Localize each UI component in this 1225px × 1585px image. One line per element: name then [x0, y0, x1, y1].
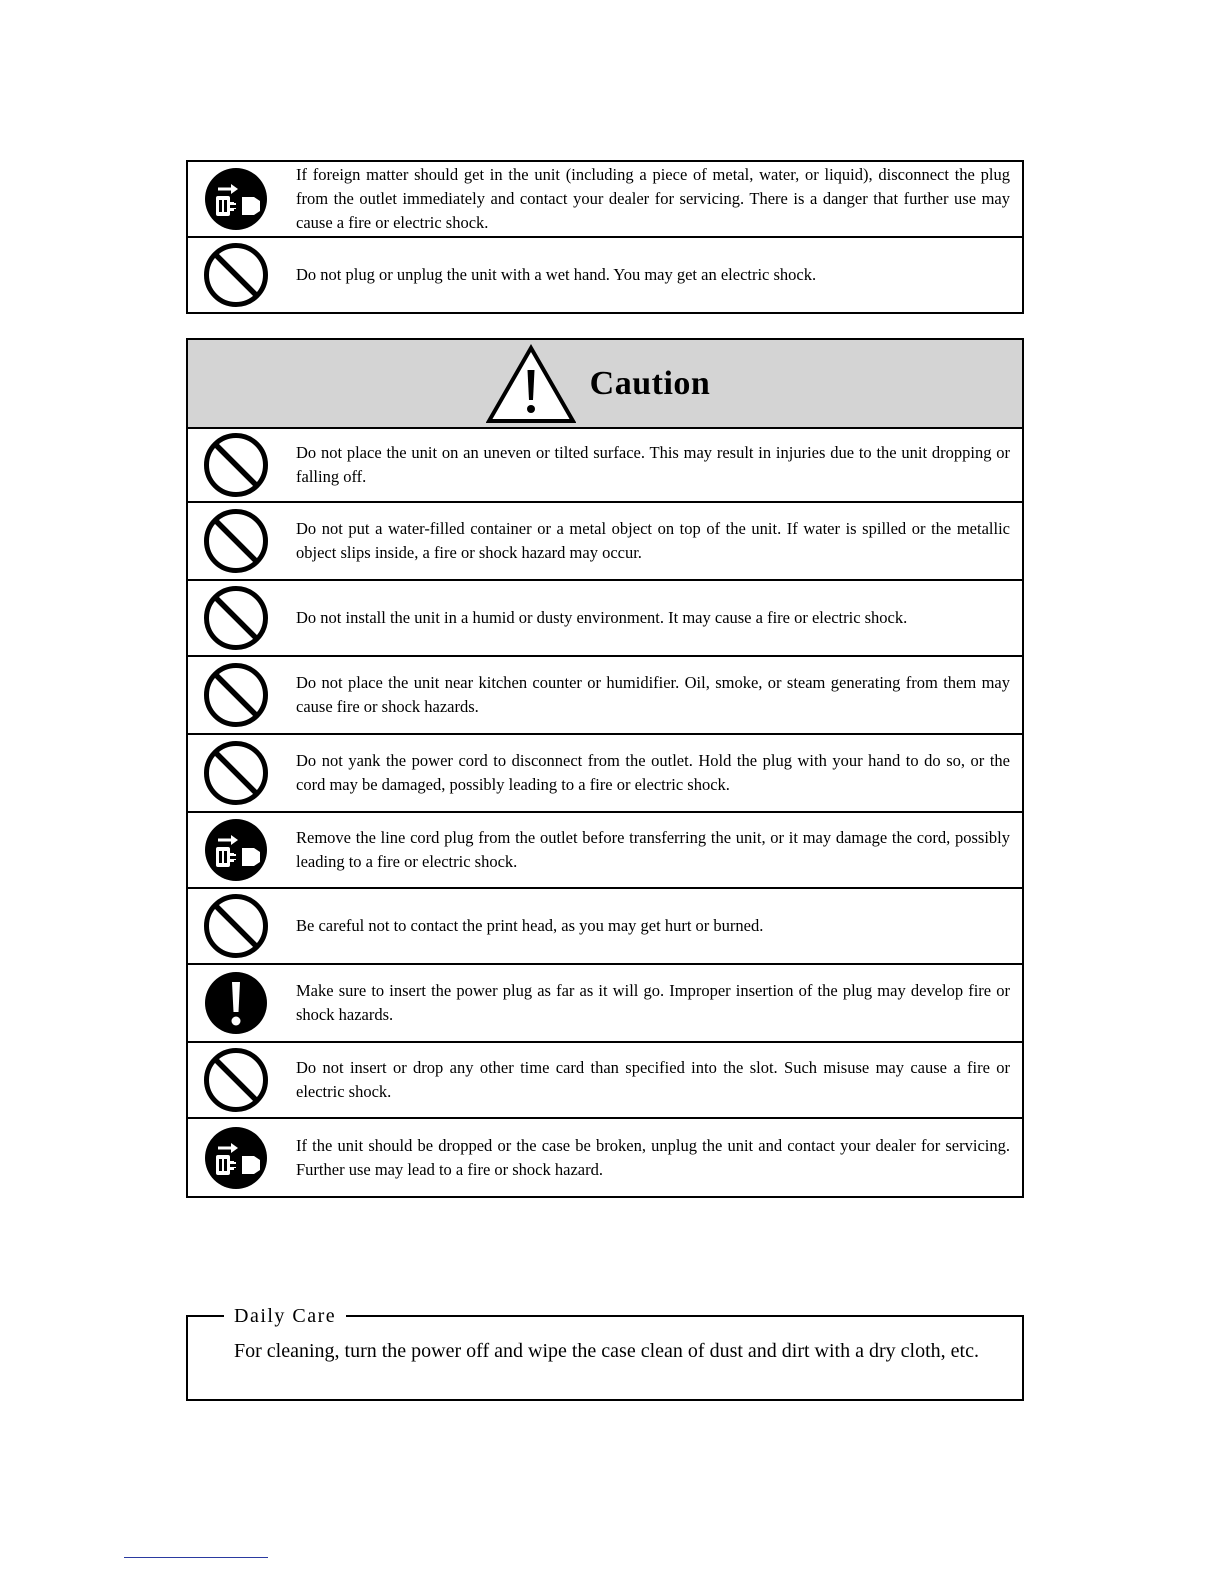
unplug-icon [188, 1126, 284, 1190]
prohibited-icon [188, 740, 284, 806]
daily-care-box [186, 1305, 1024, 1401]
unplug-icon [188, 818, 284, 882]
caution-row [188, 735, 1022, 813]
prohibited-icon [188, 508, 284, 574]
warning-row [188, 162, 1022, 238]
warning-row [188, 238, 1022, 312]
caution-text: Do not place the unit near kitchen counter or humidifier. Oil, smoke, or steam generating from them may cause fire or shock hazards. [296, 673, 1010, 716]
prohibited-icon [188, 585, 284, 651]
footer-divider [124, 1557, 268, 1558]
caution-row [188, 429, 1022, 503]
warning-text: If foreign matter should get in the unit (including a piece of metal, water, or liquid), disconnect the plug from the outlet immediately and contact your dealer for servicing. There is a danger that further use may cause a fire or electric shock. [296, 165, 1010, 232]
daily-care-text: For cleaning, turn the power off and wipe the case clean of dust and dirt with a dry cloth, etc. [234, 1340, 979, 1362]
caution-row [188, 813, 1022, 889]
caution-text: Make sure to insert the power plug as far as it will go. Improper insertion of the plug may develop fire or shock hazards. [296, 981, 1010, 1024]
caution-text: Do not insert or drop any other time card than specified into the slot. Such misuse may cause a fire or electric shock. [296, 1058, 1010, 1101]
caution-title: Caution [589, 364, 711, 402]
mandatory-icon [188, 971, 284, 1035]
daily-care-title: Daily Care [224, 1303, 346, 1329]
caution-text: Do not install the unit in a humid or dusty environment. It may cause a fire or electric shock. [296, 608, 908, 627]
unplug-icon [188, 167, 284, 231]
warning-triangle-icon [486, 344, 576, 424]
prohibited-icon [188, 242, 284, 308]
caution-row [188, 657, 1022, 735]
caution-row [188, 1119, 1022, 1196]
caution-row [188, 581, 1022, 657]
warning-table [186, 160, 1024, 314]
caution-row [188, 1043, 1022, 1119]
caution-text: Be careful not to contact the print head, as you may get hurt or burned. [296, 916, 764, 935]
caution-text: Do not put a water-filled container or a metal object on top of the unit. If water is spilled or the metallic object slips inside, a fire or shock hazard may occur. [296, 519, 1010, 562]
caution-header [188, 340, 1022, 429]
caution-text: Do not place the unit on an uneven or tilted surface. This may result in injuries due to the unit dropping or falling off. [296, 443, 1010, 486]
prohibited-icon [188, 893, 284, 959]
prohibited-icon [188, 1047, 284, 1113]
caution-text: Do not yank the power cord to disconnect from the outlet. Hold the plug with your hand to do so, or the cord may be damaged, possibly leading to a fire or electric shock. [296, 751, 1010, 794]
caution-table [186, 338, 1024, 1198]
caution-row [188, 965, 1022, 1043]
prohibited-icon [188, 662, 284, 728]
caution-row [188, 889, 1022, 965]
caution-text: Remove the line cord plug from the outlet before transferring the unit, or it may damage the cord, possibly leading to a fire or electric shock. [296, 828, 1010, 871]
prohibited-icon [188, 432, 284, 498]
caution-text: If the unit should be dropped or the case be broken, unplug the unit and contact your dealer for servicing. Further use may lead to a fire or shock hazard. [296, 1135, 1010, 1179]
caution-row [188, 503, 1022, 581]
warning-text: Do not plug or unplug the unit with a wet hand. You may get an electric shock. [296, 265, 817, 284]
